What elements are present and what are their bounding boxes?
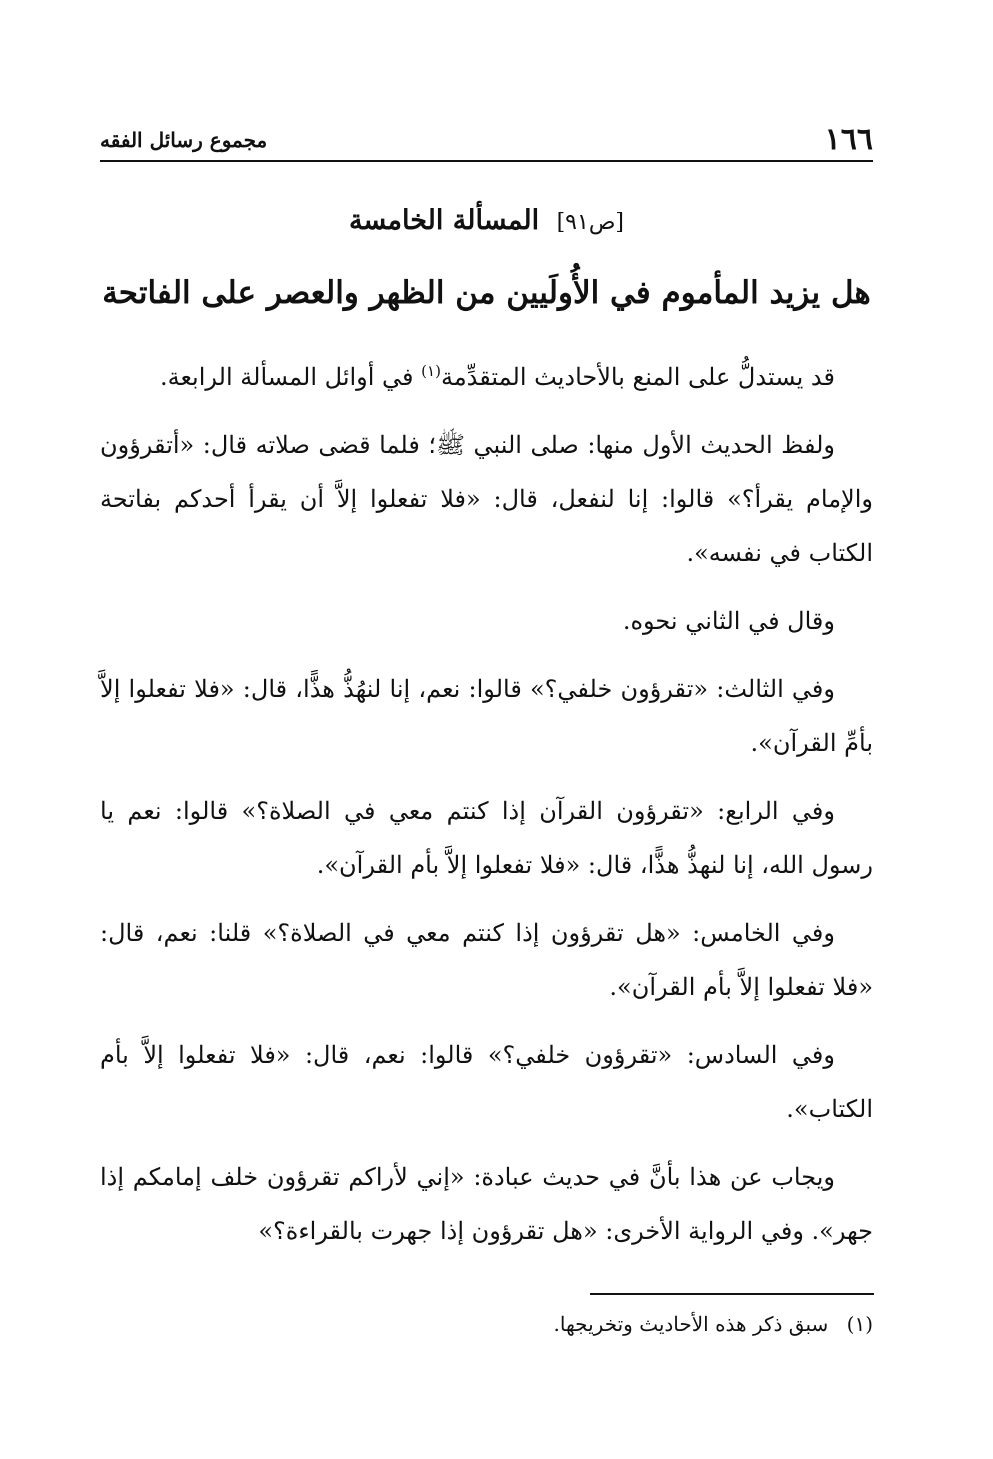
- header-divider: [100, 160, 873, 162]
- paragraph: وفي الخامس: «هل تقرؤون إذا كنتم معي في الصلاة؟» قلنا: نعم، قال: «فلا تفعلوا إلاَّ بأم القرآن».: [100, 919, 873, 1001]
- paragraph-text: قد يستدلُّ على المنع بالأحاديث المتقدِّمة: [440, 363, 835, 391]
- question-title: هل يزيد المأموم في الأُولَيين من الظهر والعصر على الفاتحة: [102, 275, 871, 311]
- section-heading: [100, 205, 873, 236]
- paragraph-text: في أوائل المسألة الرابعة.: [159, 363, 422, 391]
- paragraph: وفي الثالث: «تقرؤون خلفي؟» قالوا: نعم، إنا لنهُذُّ هذًّا، قال: «فلا تفعلوا إلاَّ بأمِّ القرآن».: [100, 675, 873, 757]
- section-title: المسألة الخامسة: [349, 205, 540, 236]
- paragraph: ويجاب عن هذا بأنَّ في حديث عبادة: «إني لأراكم تقرؤون خلف إمامكم إذا جهر». وفي الرواية الأخرى: «هل تقرؤون إذا جهرت بالقراءة؟»: [100, 1163, 873, 1245]
- footnote-mark: (١): [846, 1312, 873, 1336]
- footnote-divider: [590, 1293, 874, 1295]
- footnote-text: سبق ذكر هذه الأحاديث وتخريجها.: [553, 1312, 829, 1336]
- footnote-reference: (١): [421, 362, 441, 380]
- paragraph: وفي السادس: «تقرؤون خلفي؟» قالوا: نعم، قال: «فلا تفعلوا إلاَّ بأم الكتاب».: [100, 1041, 873, 1123]
- paragraph: ولفظ الحديث الأول منها: صلى النبي ﷺ؛ فلما قضى صلاته قال: «أتقرؤون والإمام يقرأ؟» قالوا: إنا لنفعل، قال: «فلا تفعلوا إلاَّ أن يقرأ أحدكم بفاتحة الكتاب في نفسه».: [100, 431, 873, 567]
- running-head: [100, 122, 873, 162]
- paragraph: وقال في الثاني نحوه.: [622, 607, 835, 635]
- book-title: مجموع رسائل الفقه: [100, 128, 268, 152]
- footnote: [100, 1312, 873, 1336]
- paragraph: وفي الرابع: «تقرؤون القرآن إذا كنتم معي في الصلاة؟» قالوا: نعم يا رسول الله، إنا لنهذُّ هذًّا، قال: «فلا تفعلوا إلاَّ بأم القرآن».: [100, 797, 873, 879]
- body-text: [100, 350, 873, 1272]
- original-page-reference: [ص٩١]: [556, 210, 624, 235]
- paragraph: [100, 350, 873, 404]
- page-number: ١٦٦: [824, 122, 873, 157]
